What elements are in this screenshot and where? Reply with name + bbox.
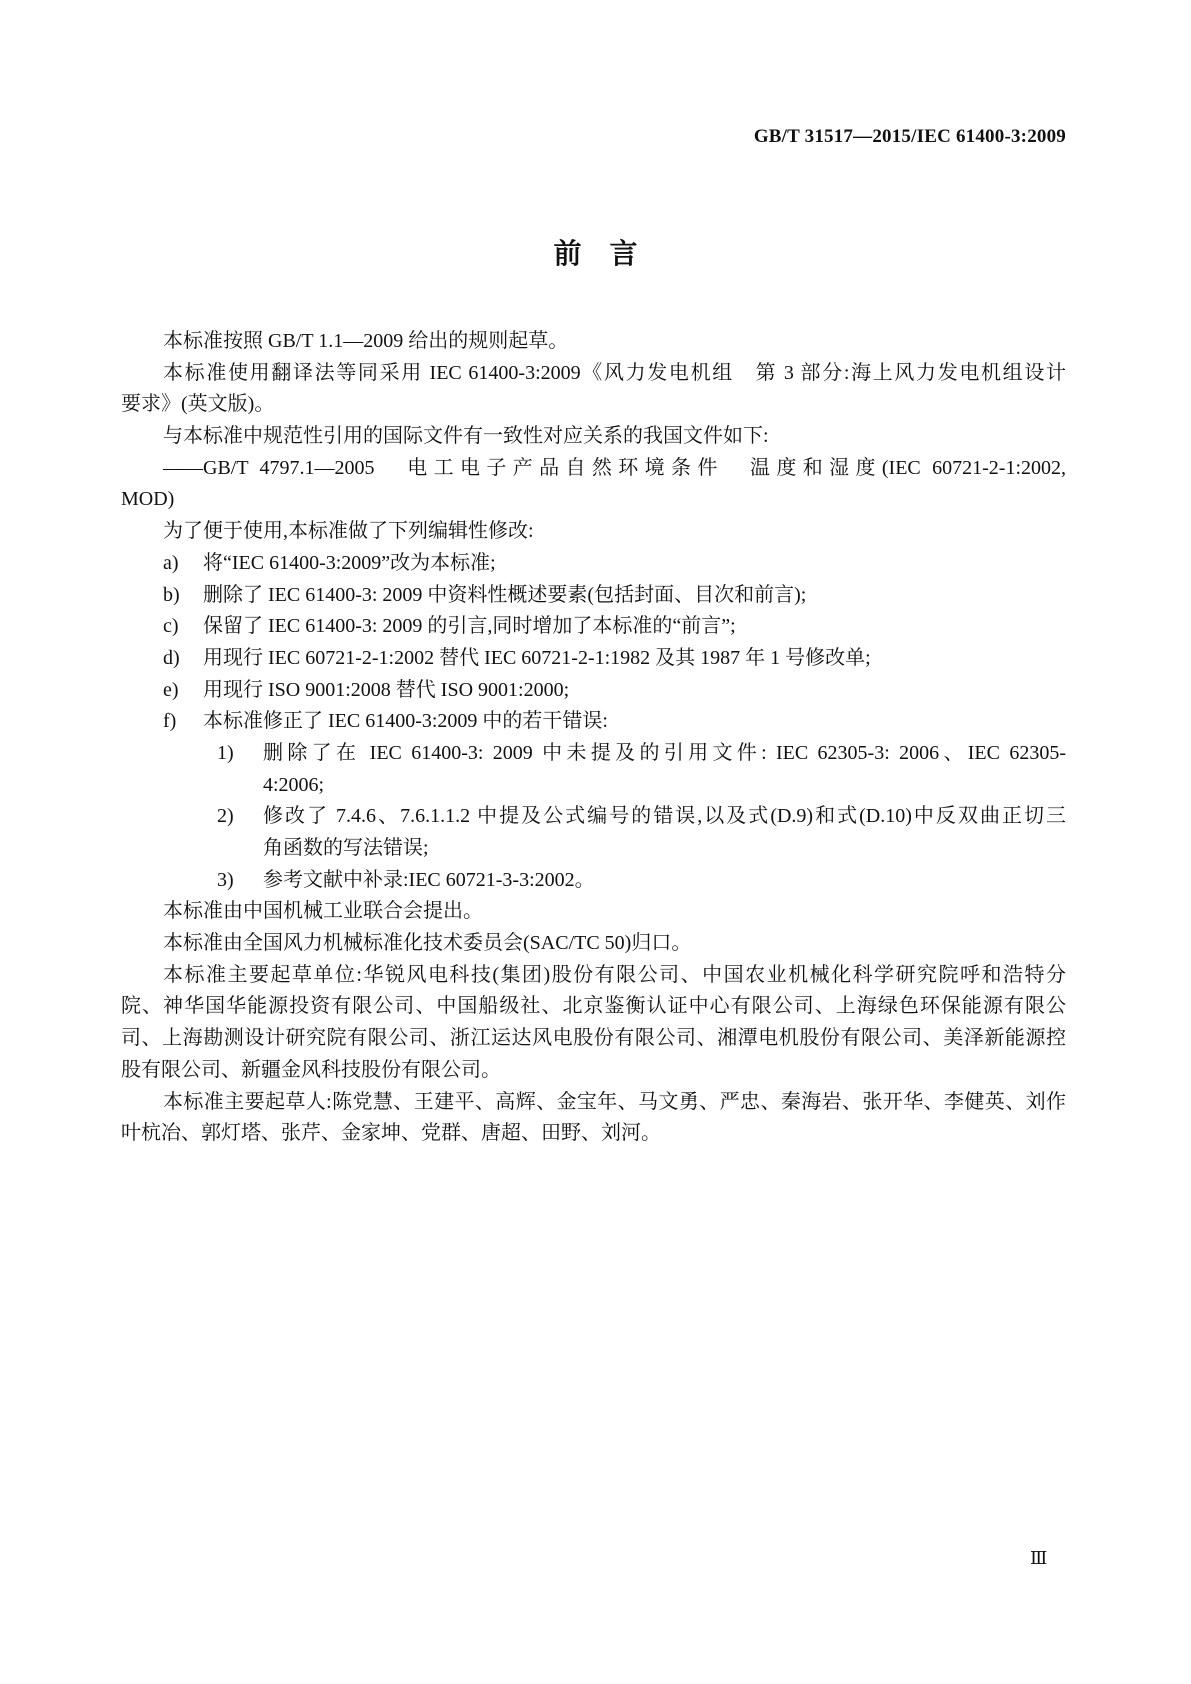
edit-item xyxy=(121,611,1066,643)
paragraph-drafting-units-cont: 股有限公司、新疆金风科技股份有限公司。 xyxy=(121,1058,501,1081)
correction-item xyxy=(121,801,1066,833)
page-title: 前言 xyxy=(553,239,666,270)
correction-label: 1) xyxy=(217,741,234,764)
edit-label: b) xyxy=(163,583,180,606)
paragraph-adoption-cont: 要求》(英文版)。 xyxy=(121,393,275,416)
paragraph-drafting-units-cont: 司、上海勘测设计研究院有限公司、浙江运达风电股份有限公司、湘潭电机股份有限公司、美泽新能源控 xyxy=(121,1027,1066,1050)
edit-item xyxy=(121,675,1066,707)
edit-label: f) xyxy=(163,710,177,733)
edit-text: 本标准修正了 IEC 61400-3:2009 中的若干错误: xyxy=(203,710,608,733)
foreword-body xyxy=(121,326,1066,1150)
correction-label: 3) xyxy=(217,868,234,891)
correction-label: 2) xyxy=(217,805,234,828)
correction-item xyxy=(121,738,1066,770)
paragraph-drafting-units-cont: 院、神华国华能源投资有限公司、中国船级社、北京鉴衡认证中心有限公司、上海绿色环保能源有限公 xyxy=(121,995,1066,1018)
correction-text-cont: 角函数的写法错误; xyxy=(263,837,429,859)
correction-text-cont: 4:2006; xyxy=(263,773,325,796)
correction-text: 修改了 7.4.6、7.6.1.1.2 中提及公式编号的错误,以及式(D.9)和式(D.10)中反双曲正切三 xyxy=(263,805,1066,828)
edit-item xyxy=(121,643,1066,675)
standard-number-header: GB/T 31517—2015/IEC 61400-3:2009 xyxy=(753,126,1066,147)
correction-text: 参考文献中补录:IEC 60721-3-3:2002。 xyxy=(263,868,595,891)
paragraph-drafting-rules: 本标准按照 GB/T 1.1—2009 给出的规则起草。 xyxy=(163,330,569,352)
edit-label: e) xyxy=(163,678,179,701)
edit-text: 用现行 ISO 9001:2008 替代 ISO 9001:2000; xyxy=(203,678,570,701)
paragraph-correspondence: 与本标准中规范性引用的国际文件有一致性对应关系的我国文件如下: xyxy=(163,425,769,448)
edit-label: c) xyxy=(163,615,179,638)
correction-text: 删除了在 IEC 61400-3: 2009 中未提及的引用文件: IEC 62305-3: 2006、IEC 62305- xyxy=(263,741,1066,764)
paragraph-edits-intro: 为了便于使用,本标准做了下列编辑性修改: xyxy=(163,520,534,543)
edit-item xyxy=(121,548,1066,580)
page-number: Ⅲ xyxy=(1030,1548,1048,1568)
paragraph-drafting-units: 本标准主要起草单位:华锐风电科技(集团)股份有限公司、中国农业机械化科学研究院呼和浩特分 xyxy=(163,963,1066,986)
paragraph-administered-by: 本标准由全国风力机械标准化技术委员会(SAC/TC 50)归口。 xyxy=(163,932,692,955)
edit-label: a) xyxy=(163,551,179,574)
paragraph-adoption: 本标准使用翻译法等同采用 IEC 61400-3:2009《风力发电机组 第 3 部分:海上风力发电机组设计 xyxy=(163,361,1066,384)
paragraph-drafters: 本标准主要起草人:陈党慧、王建平、高辉、金宝年、马文勇、严忠、秦海岩、张开华、李健英、刘作 xyxy=(163,1090,1066,1113)
edit-item xyxy=(121,580,1066,612)
edit-text: 将“IEC 61400-3:2009”改为本标准; xyxy=(203,551,496,574)
paragraph-drafters-cont: 叶杭冶、郭灯塔、张芹、金家坤、党群、唐超、田野、刘河。 xyxy=(121,1122,661,1145)
paragraph-proposed-by: 本标准由中国机械工业联合会提出。 xyxy=(163,900,483,923)
edit-text: 删除了 IEC 61400-3: 2009 中资料性概述要素(包括封面、目次和前言); xyxy=(203,583,807,606)
edit-label: d) xyxy=(163,646,180,669)
corresponding-document-cont: MOD) xyxy=(121,488,175,511)
edit-text: 保留了 IEC 61400-3: 2009 的引言,同时增加了本标准的“前言”; xyxy=(203,615,736,638)
corresponding-document: ——GB/T 4797.1—2005 电工电子产品自然环境条件 温度和湿度(IEC 60721-2-1:2002, xyxy=(163,456,1066,479)
edit-text: 用现行 IEC 60721-2-1:2002 替代 IEC 60721-2-1:1982 及其 1987 年 1 号修改单; xyxy=(203,646,871,669)
edit-item xyxy=(121,706,1066,738)
correction-item xyxy=(121,865,1066,897)
